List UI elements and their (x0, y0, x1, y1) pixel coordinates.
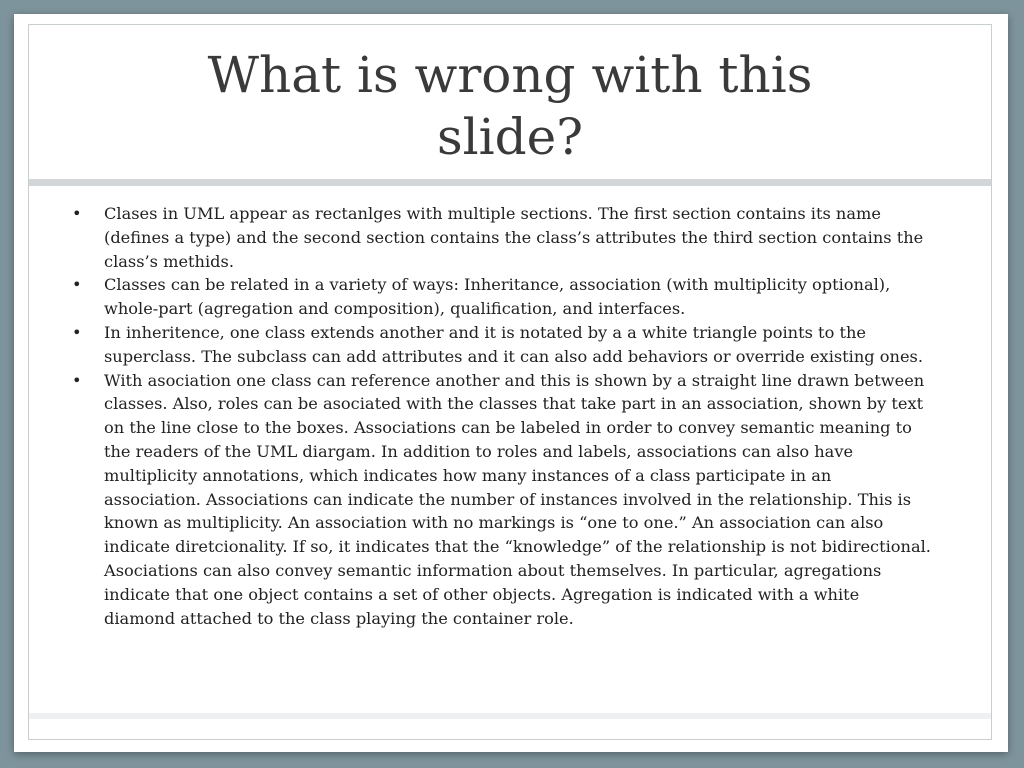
title-area (30, 26, 990, 186)
bullet-item (72, 273, 932, 321)
bullet-marker: • (72, 275, 82, 295)
bullet-text: Classes can be related in a variety of ways: Inheritance, association (with multiplicity optional), whole-part (agregation and composition), qualification, and interfaces. (104, 275, 891, 319)
bullet-text: With asociation one class can reference another and this is shown by a straight line drawn between classes. Also, roles can be asociated with the classes that take part in an association, shown by text on the line close to the boxes. Associations can be labeled in order to convey semantic meaning to the readers of the UML diargam. In addition to roles and labels, associations can also have multiplicity annotations, which indicates how many instances of a class participate in an association. Associations can indicate the number of instances involved in the relationship. This is known as multiplicity. An association with no markings is “one to one.” An association can also indicate diretcionality. If so, it indicates that the “knowledge” of the relationship is not bidirectional. Asociations can also convey semantic information about themselves. In particular, agregations indicate that one object contains a set of other objects. Agregation is indicated with a white diamond attached to the class playing the container role. (104, 370, 931, 628)
bullet-list (72, 202, 932, 630)
bullet-item (72, 321, 932, 369)
slide-title: What is wrong with this slide? (207, 46, 813, 166)
bullet-text: Clases in UML appear as rectanlges with multiple sections. The first section contains its name (defines a type) and the second section contains the class’s attributes the third section contains the class’s methids. (104, 204, 924, 271)
bullet-item (72, 369, 932, 631)
bullet-marker: • (72, 204, 82, 223)
bullet-text: In inheritence, one class extends another and it is notated by a a white triangle points to the superclass. The subclass can add attributes and it can also add behaviors or override existing ones. (104, 322, 923, 366)
bullet-marker: • (72, 322, 82, 342)
bullet-marker: • (72, 370, 82, 390)
bullet-item (72, 202, 932, 273)
title-divider (29, 179, 991, 186)
slide (14, 14, 1008, 752)
footer-divider (29, 713, 991, 719)
